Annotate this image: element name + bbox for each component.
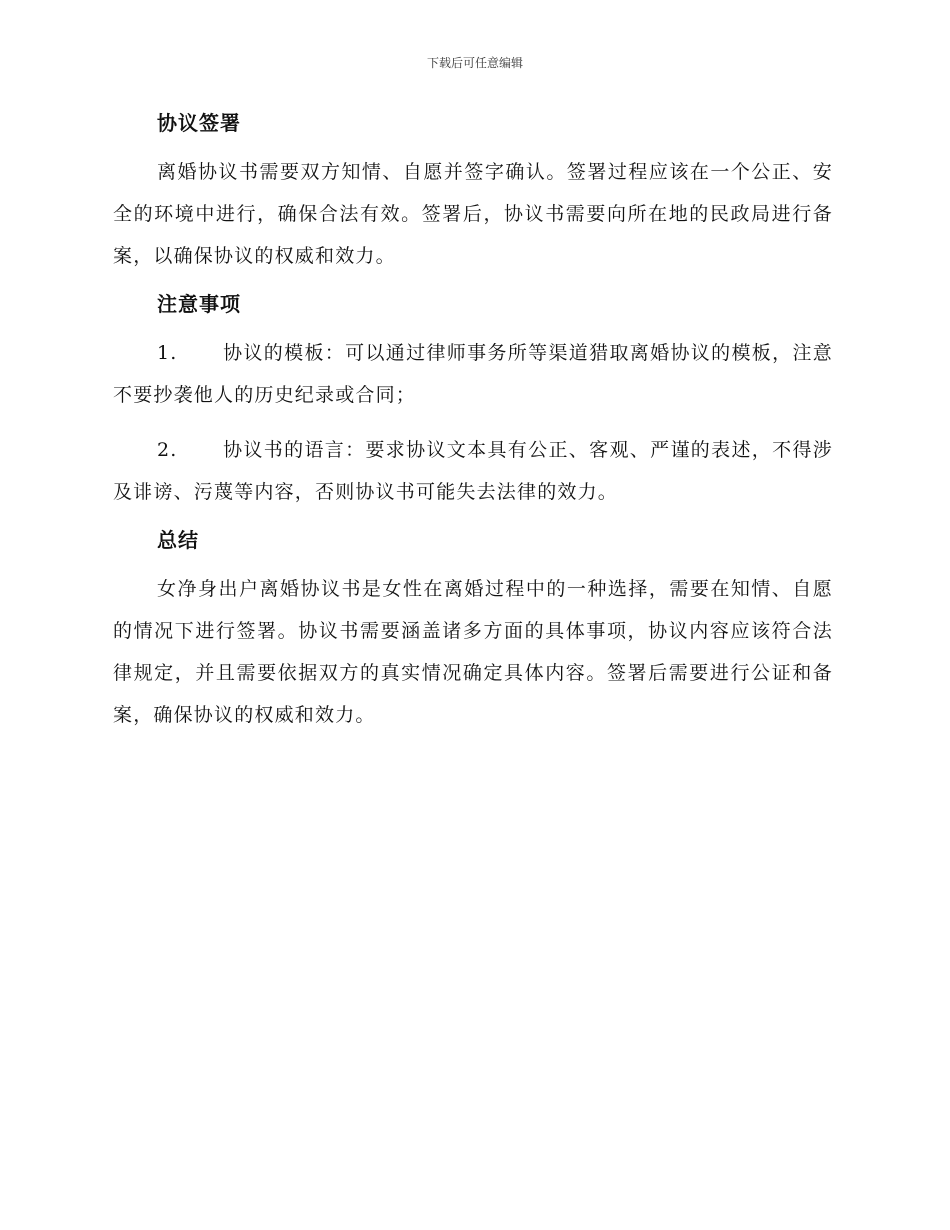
section-title-notes: 注意事项	[157, 292, 241, 316]
list-item	[113, 429, 833, 513]
section-paragraph-signing: 离婚协议书需要双方知情、自愿并签字确认。签署过程应该在一个公正、安全的环境中进行，确保合法有效。签署后，协议书需要向所在地的民政局进行备案，以确保协议的权威和效力。	[113, 161, 833, 267]
page-header-note: 下载后可任意编辑	[426, 56, 523, 70]
section-title-signing: 协议签署	[157, 111, 241, 135]
section-title-summary: 总结	[157, 528, 199, 552]
list-item-text: 协议的模板：可以通过律师事务所等渠道猎取离婚协议的模板，注意不要抄袭他人的历史纪录或合同；	[113, 342, 833, 406]
list-item-number: 2.	[157, 439, 178, 461]
list-item-number: 1.	[157, 342, 178, 364]
list-item	[113, 332, 833, 416]
section-paragraph-summary: 女净身出户离婚协议书是女性在离婚过程中的一种选择，需要在知情、自愿的情况下进行签署。协议书需要涵盖诸多方面的具体事项，协议内容应该符合法律规定，并且需要依据双方的真实情况确定具体内容。签署后需要进行公证和备案，确保协议的权威和效力。	[113, 578, 833, 726]
document-body	[113, 108, 833, 736]
list-item-text: 协议书的语言：要求协议文本具有公正、客观、严谨的表述，不得涉及诽谤、污蔑等内容，否则协议书可能失去法律的效力。	[113, 439, 833, 503]
